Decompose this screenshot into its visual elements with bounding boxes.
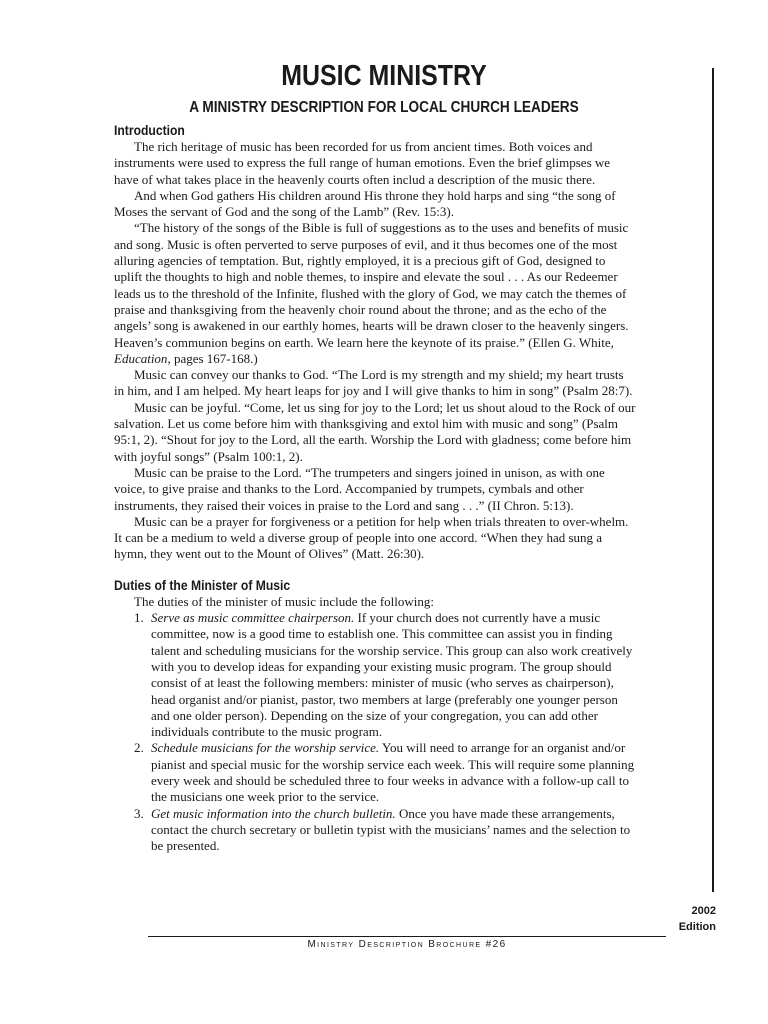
duty-text: You will need to arrange for an organist and/or pianist and special music for the worship service each week. This will require some planning every week and should be scheduled three to four weeks in advance with a follow-up call to the musicians one week prior to the service. (151, 740, 635, 805)
duty-number: 2. (134, 740, 144, 756)
duty-title: Serve as music committee chairperson. (151, 610, 355, 626)
intro-paragraph: Music can be praise to the Lord. “The trumpeters and singers joined in unison, as with one voice, to give praise and thanks to the Lord. Accompanied by trumpets, cymbals and other instruments, they raised their voices in praise to the Lord and sang . . .” (II Chron. 5:13). (114, 464, 605, 513)
footer-caption: Ministry Description Brochure #26 (307, 939, 507, 950)
intro-paragraph: Music can be a prayer for forgiveness or a petition for help when trials threaten to over-whelm. It can be a medium to weld a diverse group of people into one accord. “When they had sung a hymn, they went out to the Mount of Olives” (Matt. 26:30). (114, 513, 629, 562)
duty-item (114, 610, 636, 740)
intro-paragraph-quote (114, 220, 636, 367)
duty-title: Schedule musicians for the worship service. (151, 740, 380, 756)
footer-rule (148, 936, 666, 937)
duty-item (114, 806, 636, 855)
intro-paragraph: The rich heritage of music has been recorded for us from ancient times. Both voices and instruments were used to express the full range of human emotions. Even the brief glimpses we have of what takes place in the heavenly courts often includ a description of the music there. (114, 139, 611, 187)
edition-year: 2002 (691, 905, 716, 917)
duty-number: 3. (134, 805, 144, 821)
citation-book-title: Education (114, 350, 168, 366)
duty-title: Get music information into the church bulletin. (151, 805, 396, 821)
duty-number: 1. (134, 610, 144, 626)
document-body (114, 122, 636, 854)
duties-list (114, 610, 636, 854)
intro-paragraph: Music can be joyful. “Come, let us sing for joy to the Lord; let us shout aloud to the Rock of our salvation. Let us come before him with thanksgiving and extol him with music and song” (Psalm 95:1, 2). “Shout for joy to the Lord, all the earth. Worship the Lord with gladness; come before him with joyful songs” (Psalm 100:1, 2). (114, 399, 636, 464)
section-heading-duties: Duties of the Minister of Music (114, 577, 291, 593)
edition-label: Edition (678, 921, 716, 933)
page-title: MUSIC MINISTRY (281, 60, 487, 92)
duty-text: Once you have made these arrangements, contact the church secretary or bulletin typist with the musicians’ names and the selection to be presented. (151, 805, 631, 854)
duty-item (114, 740, 636, 805)
duty-text: If your church does not currently have a music committee, now is a good time to establish one. This committee can assist you in finding talent and scheduling musicians for the worship service. This group can also work creatively with you to develop ideas for expanding your existing music program. The group should consist of at least the following members: minister of music (who serves as chairperson), head organist and/or pianist, pastor, two members at large (preferably one younger person and one older person). Depending on the size of your congregation, you can add other individuals contribute to the music program. (151, 610, 633, 740)
intro-paragraph: And when God gathers His children around His throne they hold harps and sing “the song of Moses the servant of God and the song of the Lamb” (Rev. 15:3). (114, 187, 616, 220)
intro-paragraph: Music can convey our thanks to God. “The Lord is my strength and my shield; my heart trusts in him, and I am helped. My heart leaps for joy and I will give thanks to him in song” (Psalm 28:7). (114, 367, 633, 399)
citation-pages: , pages 167-168.) (167, 350, 258, 366)
section-heading-introduction: Introduction (114, 123, 185, 138)
quote-text: “The history of the songs of the Bible is full of suggestions as to the uses and benefits of music and song. Music is often perverted to serve purposes of evil, and it thus becomes one of the most alluring agencies of temptation. But, rightly employed, it is a precious gift of God, designed to uplift the thoughts to high and noble themes, to inspire and elevate the soul . . . As our Redeemer leads us to the threshold of the Infinite, flushed with the glory of God, we may catch the themes of praise and thanksgiving from the heavenly choir round about the throne; and as the echo of the angels’ song is awakened in our earthly homes, hearts will be drawn closer to the heavenly singers. Heaven’s communion begins on earth. We learn here the keynote of its praise.” (Ellen G. White, (114, 220, 629, 350)
page-subtitle: A MINISTRY DESCRIPTION FOR LOCAL CHURCH LEADERS (189, 99, 579, 116)
vertical-rule (712, 68, 714, 892)
duties-lead: The duties of the minister of music include the following: (134, 593, 435, 609)
